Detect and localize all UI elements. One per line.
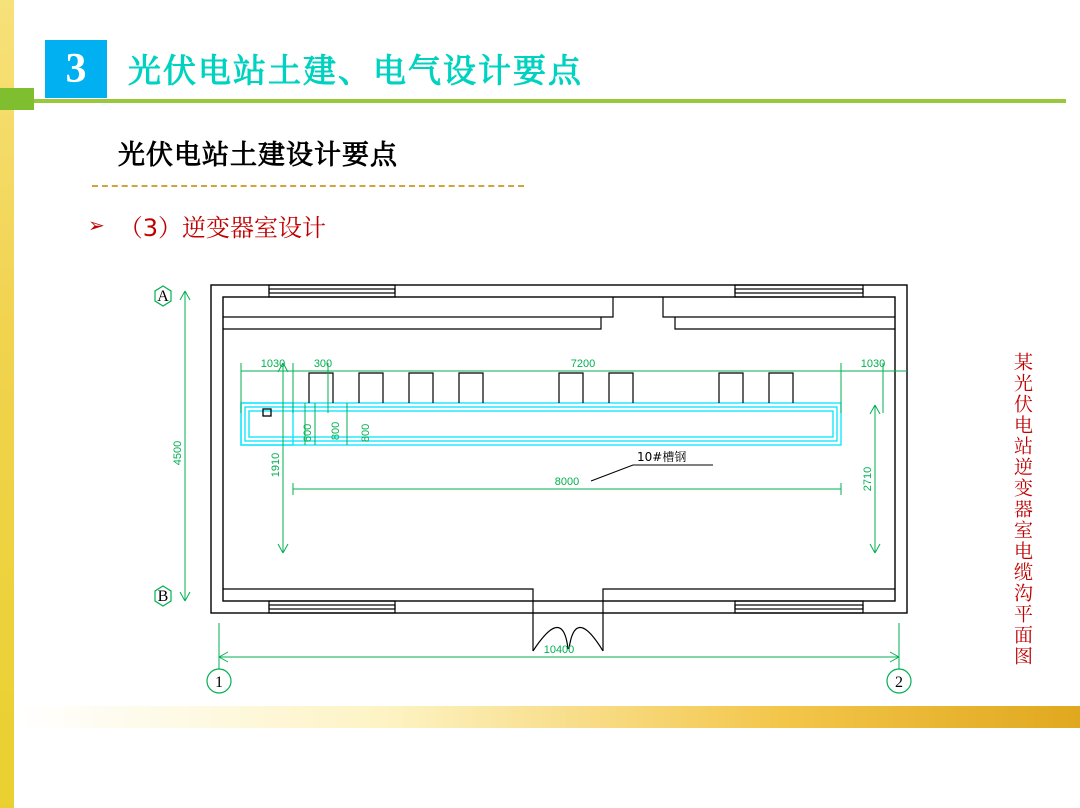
slide-number-badge (45, 40, 107, 98)
bottom-decorative-band (14, 706, 1080, 728)
section-heading: 光伏电站土建设计要点 (118, 140, 398, 171)
grid-label-b: B (157, 588, 169, 605)
bullet-item-label: （3）逆变器室设计 (118, 214, 327, 242)
dim-800-mid: 800 (330, 421, 342, 441)
dim-4500: 4500 (172, 440, 184, 466)
dim-2710: 2710 (862, 466, 874, 492)
drawing-caption: 某光伏电站逆变器室电缆沟平面图 (1011, 352, 1033, 667)
grid-label-a: A (157, 288, 169, 305)
dim-800-right: 800 (360, 423, 372, 443)
section-dashed-divider (92, 185, 524, 187)
channel-steel-leader (591, 449, 713, 481)
floor-plan-drawing (123, 253, 947, 705)
left-green-tab (0, 88, 34, 110)
cad-drawing-panel (122, 252, 948, 706)
dim-1030-right: 1030 (860, 358, 886, 370)
channel-steel-note: 10#槽钢 (637, 450, 687, 464)
wall-openings (223, 285, 895, 613)
building-walls (211, 285, 907, 613)
dim-1030-left: 1030 (260, 358, 286, 370)
dim-7200: 7200 (570, 358, 596, 370)
dim-10400: 10400 (543, 644, 575, 656)
trench-branches (309, 373, 793, 403)
header-divider (34, 99, 1066, 103)
left-accent-bar (0, 0, 14, 808)
dim-1910: 1910 (270, 452, 282, 478)
dim-600-left: 600 (302, 423, 314, 443)
grid-label-1: 1 (215, 674, 223, 691)
grid-label-2: 2 (895, 674, 903, 691)
dim-8000: 8000 (554, 476, 580, 488)
bottom-white-area (14, 728, 1080, 808)
bullet-item (88, 208, 326, 243)
dim-300: 300 (313, 358, 333, 370)
slide-number-text: 3 (65, 46, 87, 92)
arrow-right-icon: ➢ (88, 214, 105, 237)
page-title: 光伏电站土建、电气设计要点 (128, 51, 583, 90)
